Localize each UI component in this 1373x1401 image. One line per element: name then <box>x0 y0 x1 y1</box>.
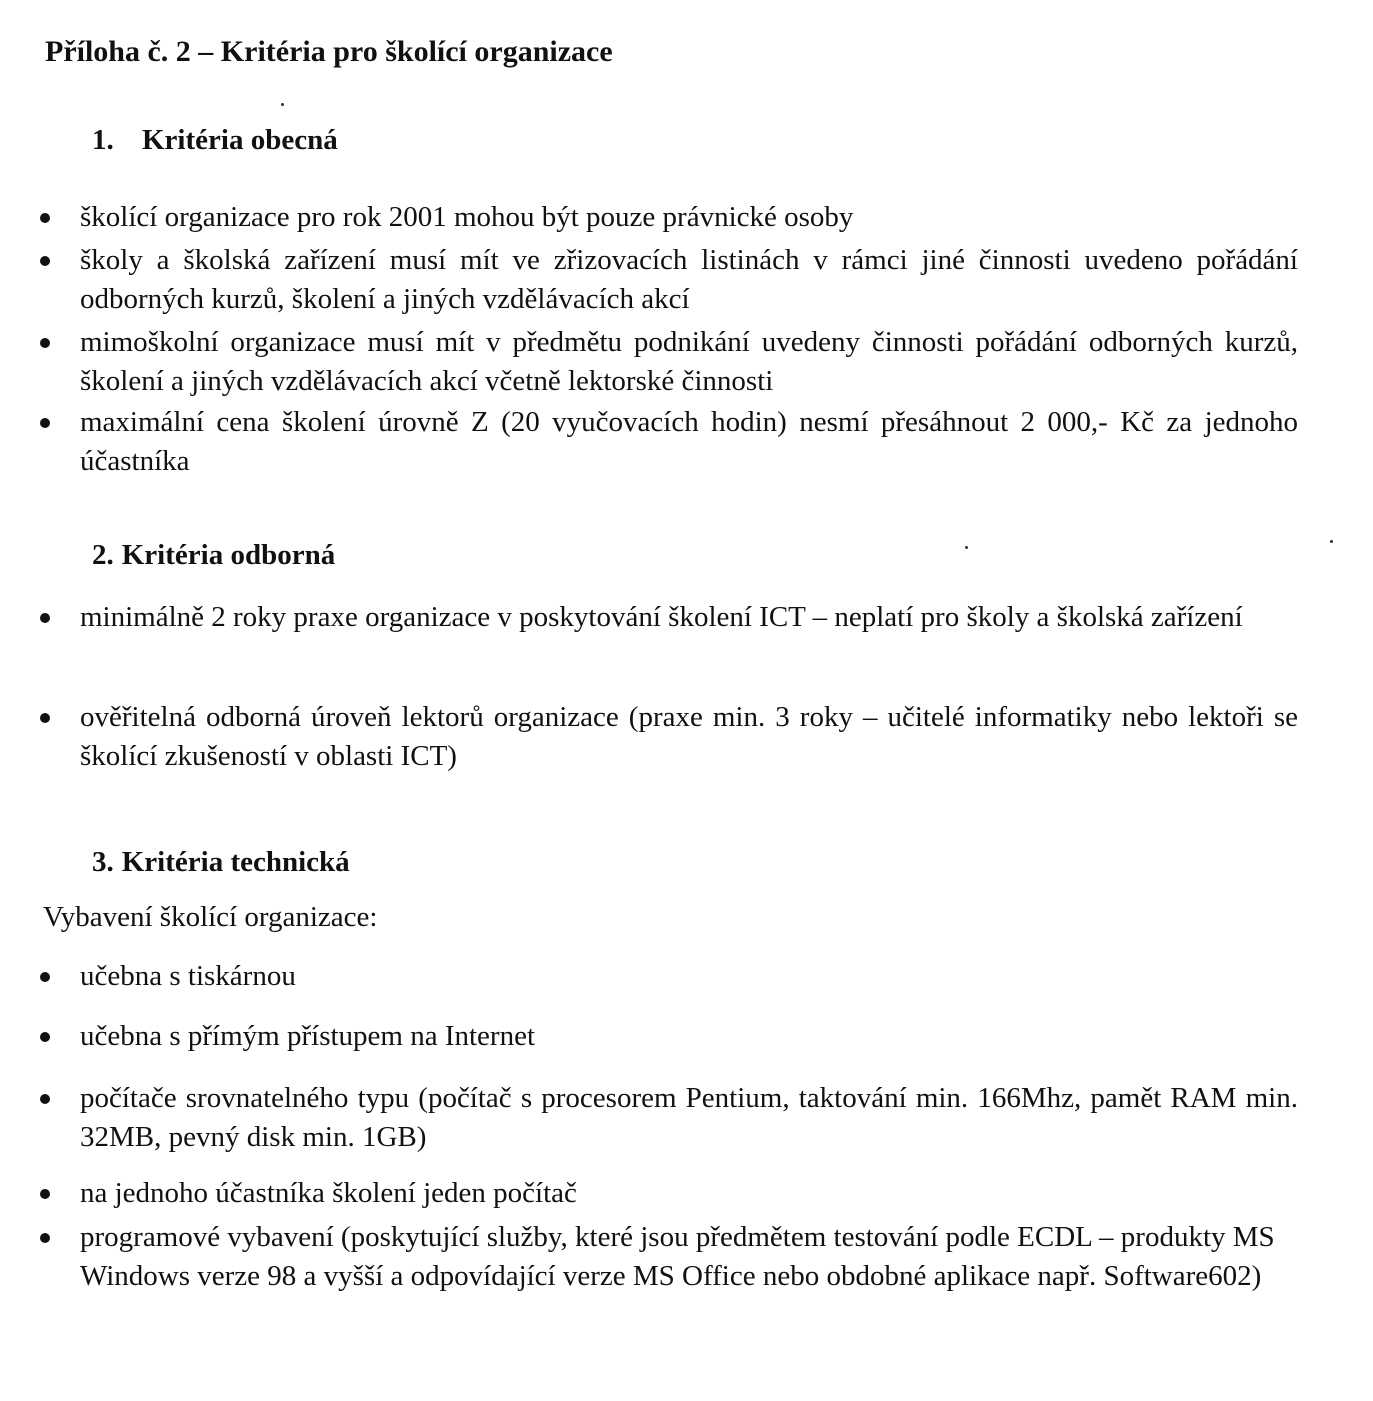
section-3-title: Kritéria technická <box>121 846 350 878</box>
section-1-heading <box>92 121 338 159</box>
bullet-icon <box>40 613 50 623</box>
list-item <box>40 403 1298 480</box>
list-item <box>40 198 1298 237</box>
bullet-icon <box>40 418 50 428</box>
list-item-text: minimálně 2 roky praxe organizace v poskytování školení ICT – neplatí pro školy a školská zařízení <box>80 601 1243 633</box>
list-item <box>40 323 1298 400</box>
list-item <box>40 1218 1298 1295</box>
section-1-number: 1. <box>92 124 114 156</box>
section-3-heading <box>92 843 350 881</box>
list-item <box>40 698 1298 775</box>
list-item <box>40 1079 1298 1156</box>
bullet-icon <box>40 213 50 223</box>
document-title: Příloha č. 2 – Kritéria pro školící organizace <box>45 35 613 68</box>
section-2-title: Kritéria odborná <box>121 539 336 571</box>
list-item <box>40 598 1298 637</box>
list-item-text: školící organizace pro rok 2001 mohou být pouze právnické osoby <box>80 201 854 233</box>
list-item-text: programové vybavení (poskytující služby, které jsou předmětem testování podle ECDL – produkty MS Windows verze 98 a vyšší a odpovídající verze MS Office nebo obdobné aplikace např. Software602) <box>80 1221 1275 1292</box>
section-2-heading <box>92 536 335 574</box>
list-item <box>40 1174 1298 1213</box>
bullet-icon <box>40 972 50 982</box>
bullet-icon <box>40 1094 50 1104</box>
bullet-icon <box>40 1032 50 1042</box>
list-item-text: školy a školská zařízení musí mít ve zřizovacích listinách v rámci jiné činnosti uvedeno pořádání odborných kurzů, školení a jiných vzdělávacích akcí <box>80 244 1298 315</box>
list-item-text: maximální cena školení úrovně Z (20 vyučovacích hodin) nesmí přesáhnout 2 000,- Kč za jednoho účastníka <box>80 406 1298 477</box>
list-item-text: mimoškolní organizace musí mít v předmětu podnikání uvedeny činnosti pořádání odborných kurzů, školení a jiných vzdělávacích akcí včetně lektorské činnosti <box>80 326 1298 397</box>
section-2-number: 2. <box>92 539 114 571</box>
bullet-icon <box>40 1233 50 1243</box>
scan-speck <box>965 546 968 549</box>
list-item <box>40 1017 1298 1056</box>
bullet-icon <box>40 1189 50 1199</box>
list-item-text: učebna s přímým přístupem na Internet <box>80 1020 536 1052</box>
bullet-icon <box>40 256 50 266</box>
scan-speck <box>1330 540 1333 543</box>
scan-speck <box>281 103 284 106</box>
list-item <box>40 241 1298 318</box>
list-item-text: ověřitelná odborná úroveň lektorů organizace (praxe min. 3 roky – učitelé informatiky nebo lektoři se školící zkušeností v oblasti ICT) <box>80 701 1298 772</box>
section-1-title: Kritéria obecná <box>142 124 338 156</box>
bullet-icon <box>40 338 50 348</box>
section-3-intro: Vybavení školící organizace: <box>43 901 378 933</box>
list-item-text: počítače srovnatelného typu (počítač s procesorem Pentium, taktování min. 166Mhz, pamět RAM min. 32MB, pevný disk min. 1GB) <box>80 1082 1298 1153</box>
section-3-number: 3. <box>92 846 114 878</box>
bullet-icon <box>40 713 50 723</box>
list-item-text: učebna s tiskárnou <box>80 960 296 992</box>
list-item-text: na jednoho účastníka školení jeden počítač <box>80 1177 577 1209</box>
list-item <box>40 957 1298 996</box>
